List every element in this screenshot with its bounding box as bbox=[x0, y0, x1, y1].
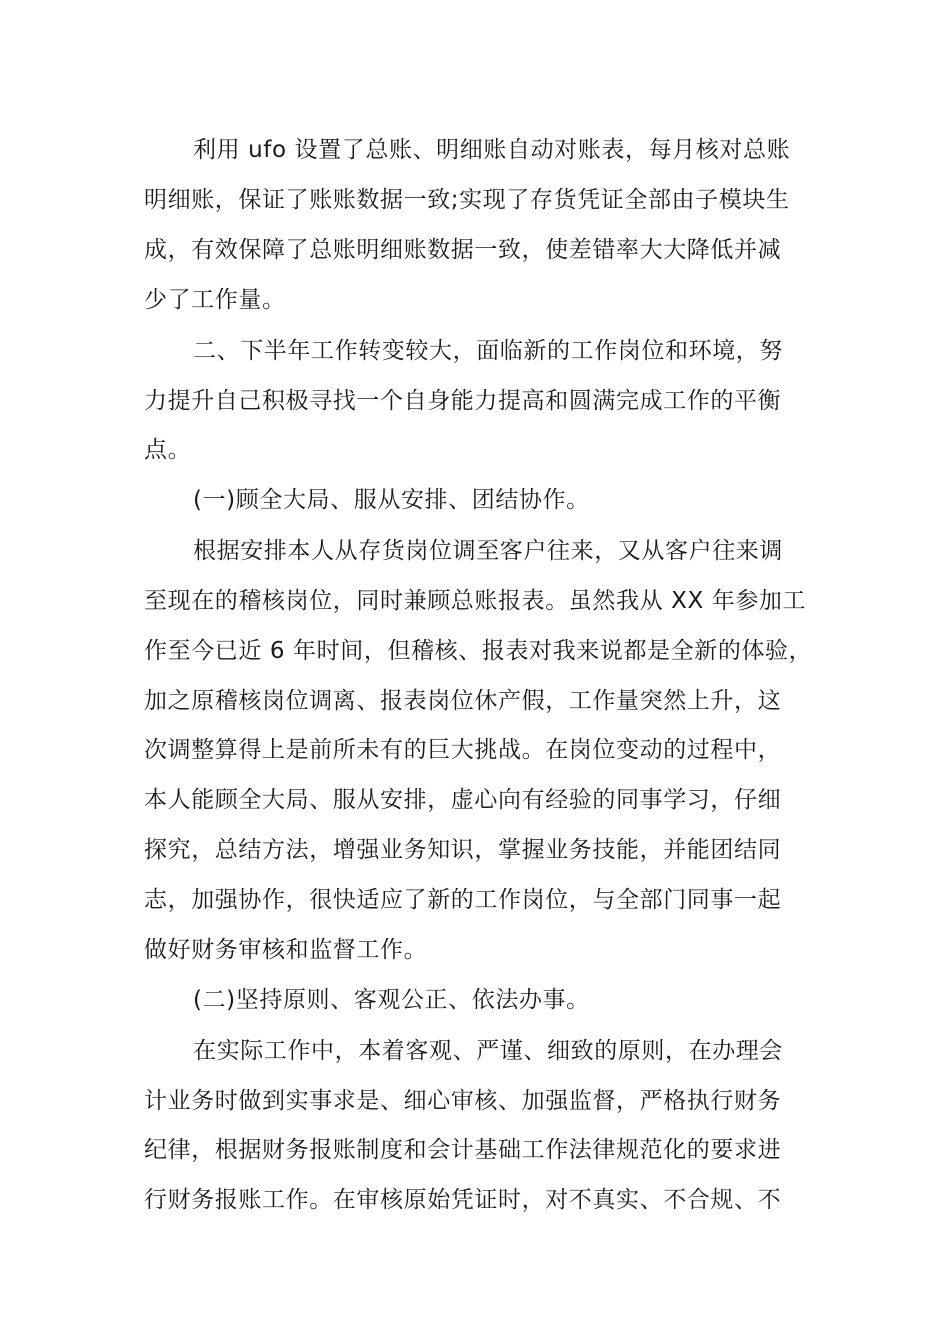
text-line: 作至今已近 6 年时间，但稽核、报表对我来说都是全新的体验， bbox=[144, 638, 813, 664]
text-line: 行财务报账工作。在审核原始凭证时，对不真实、不合规、不 bbox=[144, 1187, 782, 1213]
section-heading: (一)顾全大局、服从安排、团结协作。 bbox=[193, 487, 590, 513]
text-line: 纪律，根据财务报账制度和会计基础工作法律规范化的要求进 bbox=[144, 1137, 782, 1163]
text-line: 加之原稽核岗位调离、报表岗位休产假，工作量突然上升，这 bbox=[144, 688, 782, 714]
text-line: 点。 bbox=[144, 437, 192, 463]
text-line: 本人能顾全大局、服从安排，虚心向有经验的同事学习，仔细 bbox=[144, 787, 782, 813]
text-line: 明细账，保证了账账数据一致;实现了存货凭证全部由子模块生 bbox=[144, 187, 790, 213]
text-line: 计业务时做到实事求是、细心审核、加强监督，严格执行财务 bbox=[144, 1088, 782, 1114]
text-line: 利用 ufo 设置了总账、明细账自动对账表，每月核对总账 bbox=[193, 137, 791, 163]
text-line: 二、下半年工作转变较大，面临新的工作岗位和环境，努 bbox=[193, 338, 783, 364]
text-line: 探究，总结方法，增强业务知识，掌握业务技能，并能团结同 bbox=[144, 837, 782, 863]
text-line: 在实际工作中，本着客观、严谨、细致的原则，在办理会 bbox=[193, 1038, 783, 1064]
text-line: 志，加强协作，很快适应了新的工作岗位，与全部门同事一起 bbox=[144, 887, 782, 913]
text-line: 少了工作量。 bbox=[144, 287, 286, 313]
text-line: 力提升自己积极寻找一个自身能力提高和圆满完成工作的平衡 bbox=[144, 388, 782, 414]
section-heading: (二)坚持原则、客观公正、依法办事。 bbox=[193, 987, 590, 1013]
text-line: 至现在的稽核岗位，同时兼顾总账报表。虽然我从 XX 年参加工 bbox=[144, 588, 807, 614]
text-line: 根据安排本人从存货岗位调至客户往来，又从客户往来调 bbox=[193, 538, 783, 564]
text-line: 成，有效保障了总账明细账数据一致，使差错率大大降低并减 bbox=[144, 237, 782, 263]
text-line: 做好财务审核和监督工作。 bbox=[144, 937, 428, 963]
text-line: 次调整算得上是前所未有的巨大挑战。在岗位变动的过程中， bbox=[144, 737, 782, 763]
